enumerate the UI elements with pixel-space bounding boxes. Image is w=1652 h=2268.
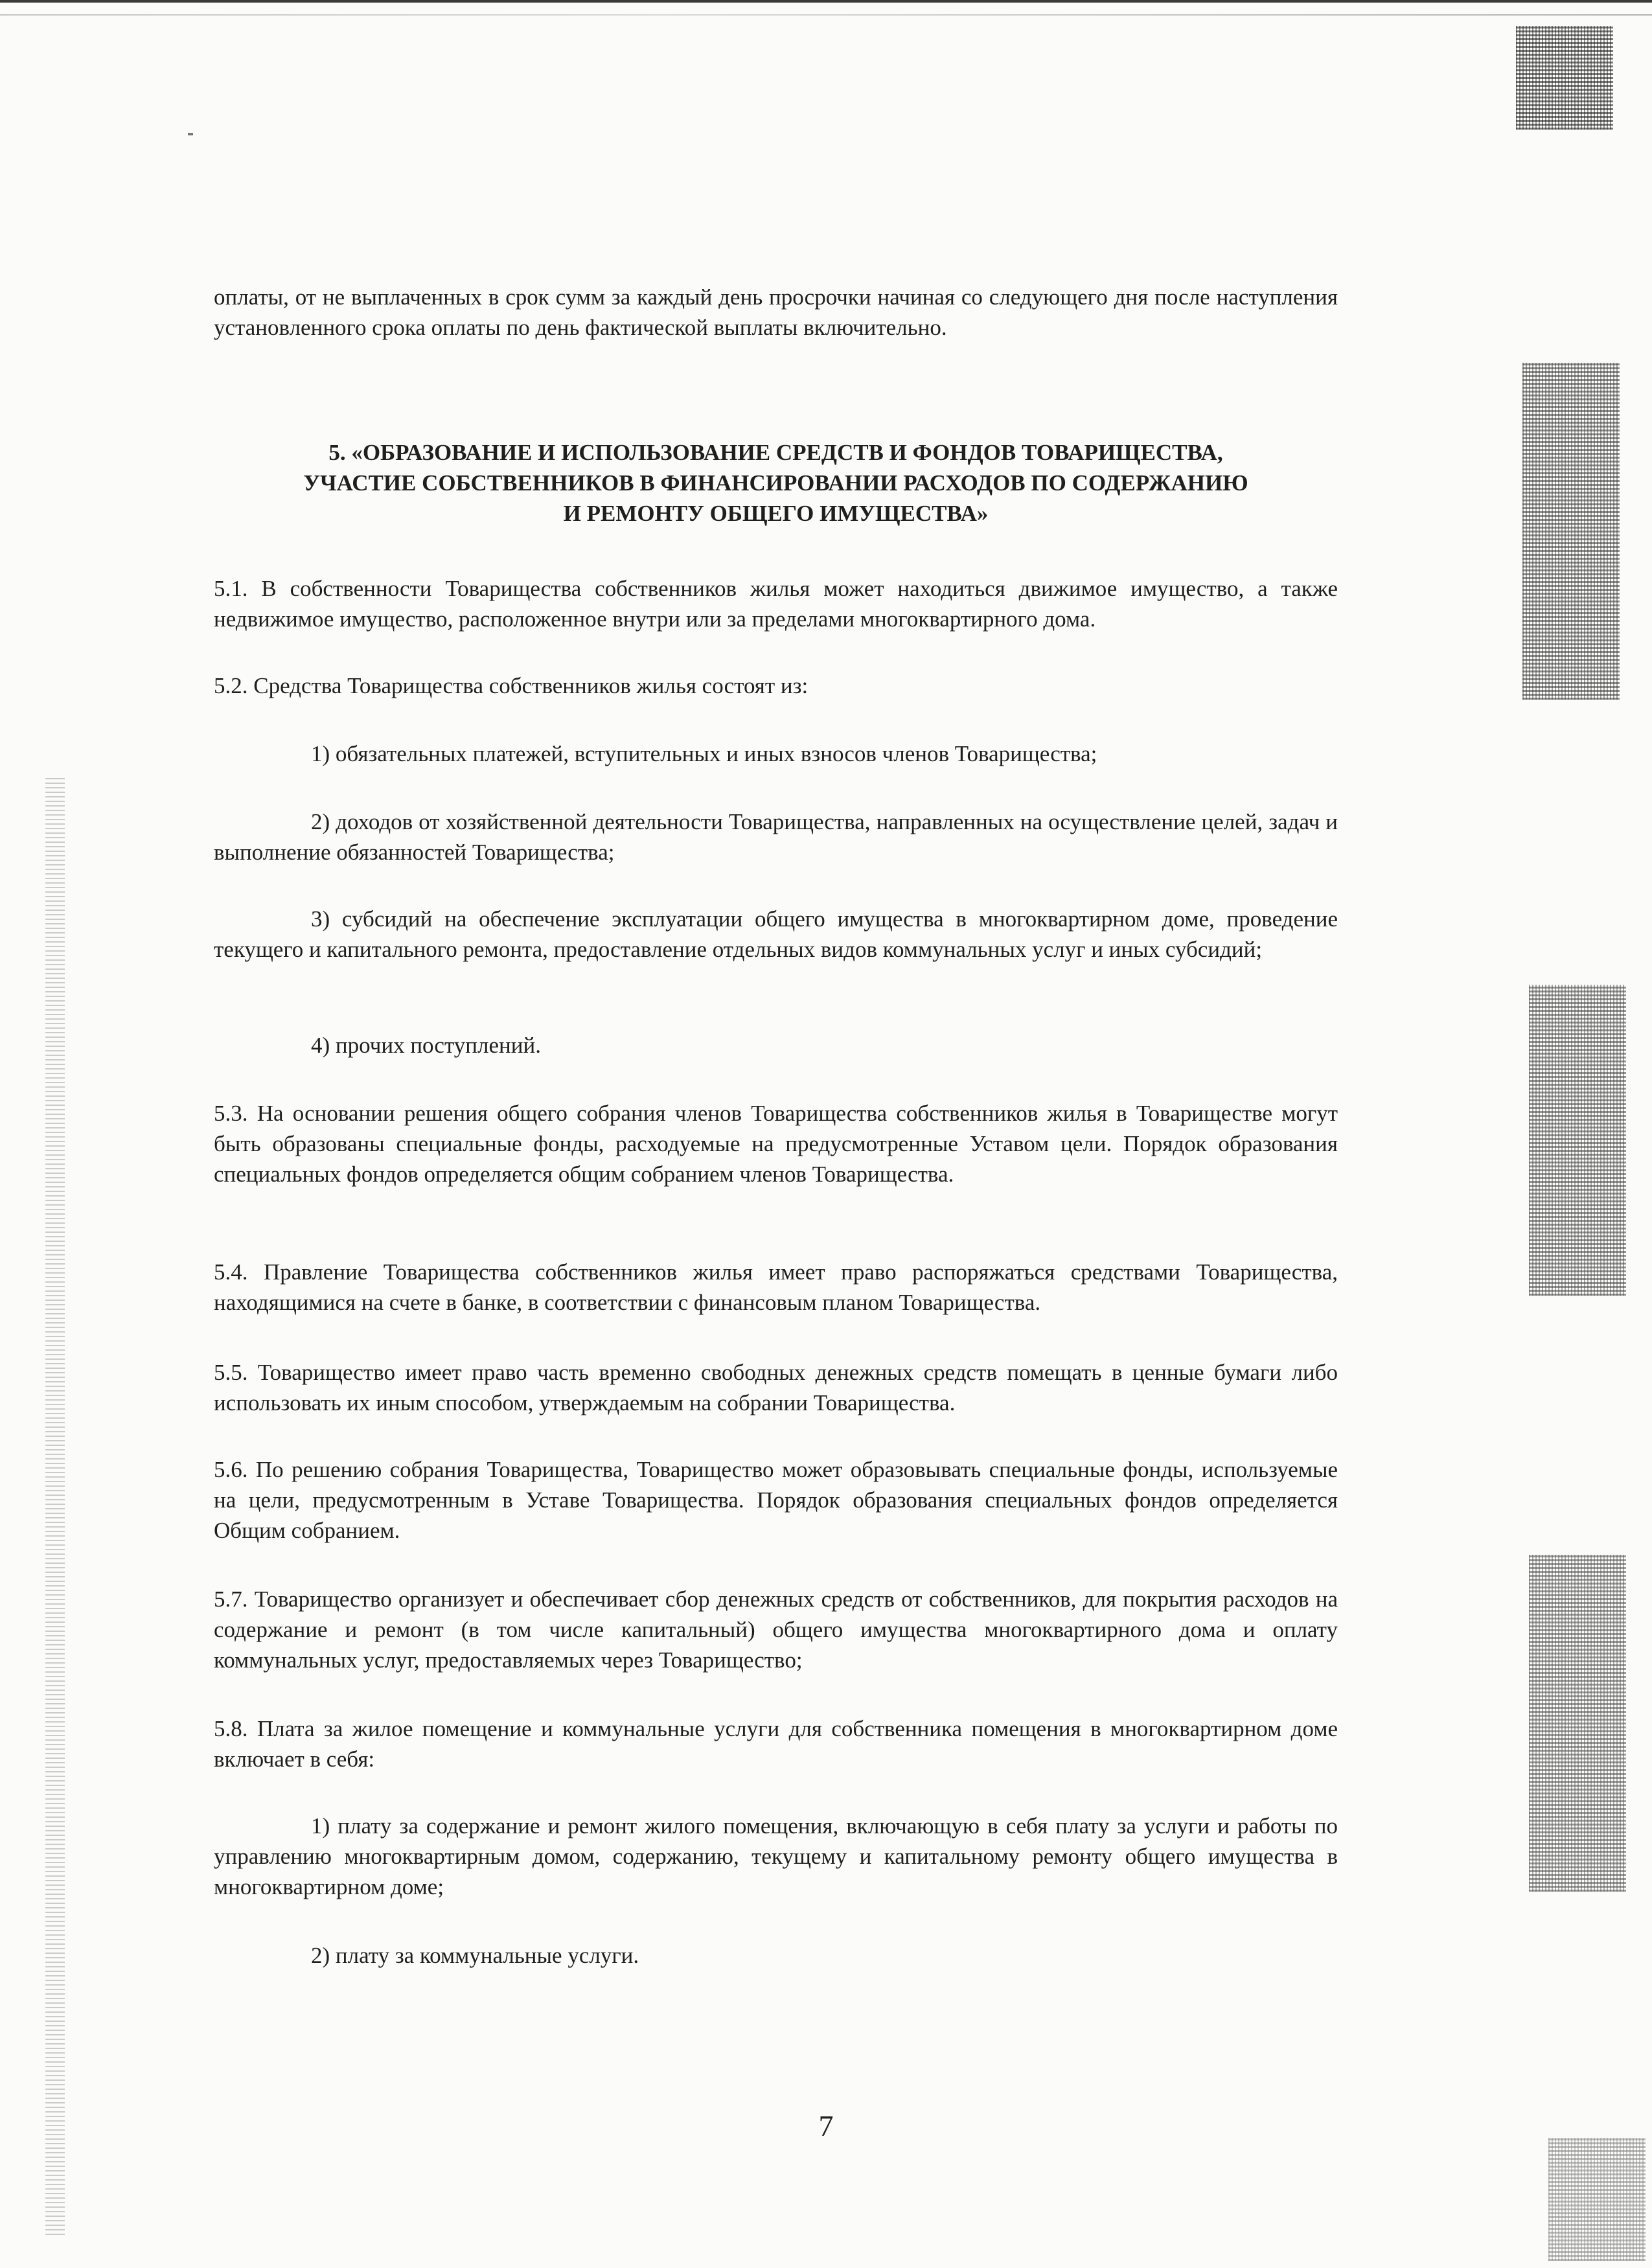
intro-paragraph bbox=[214, 282, 1338, 343]
paragraph-text: 1) плату за содержание и ремонт жилого помещения, включающую в себя плату за услуги и работы по управлению многоквартирным домом, содержанию, текущему и капитальному ремонту общего имущества в многоквартирном доме; bbox=[214, 1813, 1338, 1899]
paragraph-text: 1) обязательных платежей, вступительных и иных взносов членов Товарищества; bbox=[311, 741, 1097, 766]
scan-speck bbox=[188, 133, 193, 135]
paragraph-text: 2) доходов от хозяйственной деятельности Товарищества, направленных на осуществление целей, задач и выполнение обязанностей Товарищества; bbox=[214, 809, 1338, 865]
paragraph-5-8 bbox=[214, 1713, 1338, 1774]
paragraph-text: 5.8. Плата за жилое помещение и коммунальные услуги для собственника помещения в многоквартирном доме включает в себя: bbox=[214, 1716, 1338, 1772]
scan-edge-noise bbox=[45, 777, 65, 2235]
paragraph-5-2 bbox=[214, 670, 1338, 701]
section-title bbox=[214, 437, 1338, 529]
paragraph-5-6 bbox=[214, 1454, 1338, 1546]
paragraph-text: 4) прочих поступлений. bbox=[311, 1033, 541, 1058]
paragraph-5-3 bbox=[214, 1098, 1338, 1189]
paragraph-text: 5.6. По решению собрания Товарищества, Товарищество может образовывать специальные фонды, используемые на цели, предусмотренным в Уставе Товарищества. Порядок образования специальных фондов определяется Общим собранием. bbox=[214, 1457, 1338, 1543]
list-item-5-2-2 bbox=[214, 807, 1338, 867]
paragraph-text: 2) плату за коммунальные услуги. bbox=[311, 1943, 639, 1968]
section-title-line: И РЕМОНТУ ОБЩЕГО ИМУЩЕСТВА» bbox=[563, 501, 989, 526]
paragraph-5-5 bbox=[214, 1357, 1338, 1418]
scan-edge-noise bbox=[1548, 2138, 1646, 2261]
paragraph-text: 3) субсидий на обеспечение эксплуатации общего имущества в многоквартирном доме, проведение текущего и капитального ремонта, предоставление отдельных видов коммунальных услуг и иных субсидий; bbox=[214, 906, 1338, 962]
paragraph-text: 5.2. Средства Товарищества собственников жилья состоят из: bbox=[214, 673, 809, 698]
intro-text: оплаты, от не выплаченных в срок сумм за каждый день просрочки начиная со следующего дня после наступления установленного срока оплаты по день фактической выплаты включительно. bbox=[214, 284, 1338, 340]
list-item-5-8-1 bbox=[214, 1811, 1338, 1902]
paragraph-text: 5.3. На основании решения общего собрания членов Товарищества собственников жилья в Товариществе могут быть образованы специальные фонды, расходуемые на предусмотренные Уставом цели. Порядок образования специальных фондов определяется общим собранием членов Товарищества. bbox=[214, 1101, 1338, 1187]
paragraph-text: 5.7. Товарищество организует и обеспечивает сбор денежных средств от собственников, для покрытия расходов на содержание и ремонт (в том числе капитальный) общего имущества многоквартирного дома и оплату коммунальных услуг, предоставляемых через Товарищество; bbox=[214, 1586, 1338, 1673]
scan-border-line bbox=[0, 14, 1652, 16]
list-item-5-8-2 bbox=[214, 1940, 1338, 1971]
paragraph-text: 5.5. Товарищество имеет право часть временно свободных денежных средств помещать в ценные бумаги либо использовать их иным способом, утверждаемым на собрании Товарищества. bbox=[214, 1360, 1338, 1415]
scan-edge-noise bbox=[1529, 985, 1626, 1296]
list-item-5-2-3 bbox=[214, 904, 1338, 965]
scan-border-line bbox=[0, 0, 1652, 3]
paragraph-text: 5.1. В собственности Товарищества собственников жилья может находиться движимое имущество, а также недвижимое имущество, расположенное внутри или за пределами многоквартирного дома. bbox=[214, 576, 1338, 632]
section-title-line: 5. «ОБРАЗОВАНИЕ И ИСПОЛЬЗОВАНИЕ СРЕДСТВ И ФОНДОВ ТОВАРИЩЕСТВА, bbox=[328, 440, 1223, 465]
paragraph-text: 5.4. Правление Товарищества собственников жилья имеет право распоряжаться средствами Товарищества, находящимися на счете в банке, в соответствии с финансовым планом Товарищества. bbox=[214, 1259, 1338, 1315]
paragraph-5-4 bbox=[214, 1257, 1338, 1318]
paragraph-5-1 bbox=[214, 573, 1338, 634]
page-number: 7 bbox=[818, 2109, 834, 2142]
list-item-5-2-1 bbox=[214, 739, 1338, 769]
list-item-5-2-4 bbox=[214, 1030, 1338, 1060]
scan-edge-noise bbox=[1522, 363, 1620, 700]
scan-edge-noise bbox=[1529, 1555, 1626, 1892]
scan-edge-noise bbox=[1516, 26, 1613, 130]
section-title-line: УЧАСТИЕ СОБСТВЕННИКОВ В ФИНАНСИРОВАНИИ РАСХОДОВ ПО СОДЕРЖАНИЮ bbox=[303, 470, 1248, 496]
paragraph-5-7 bbox=[214, 1584, 1338, 1675]
